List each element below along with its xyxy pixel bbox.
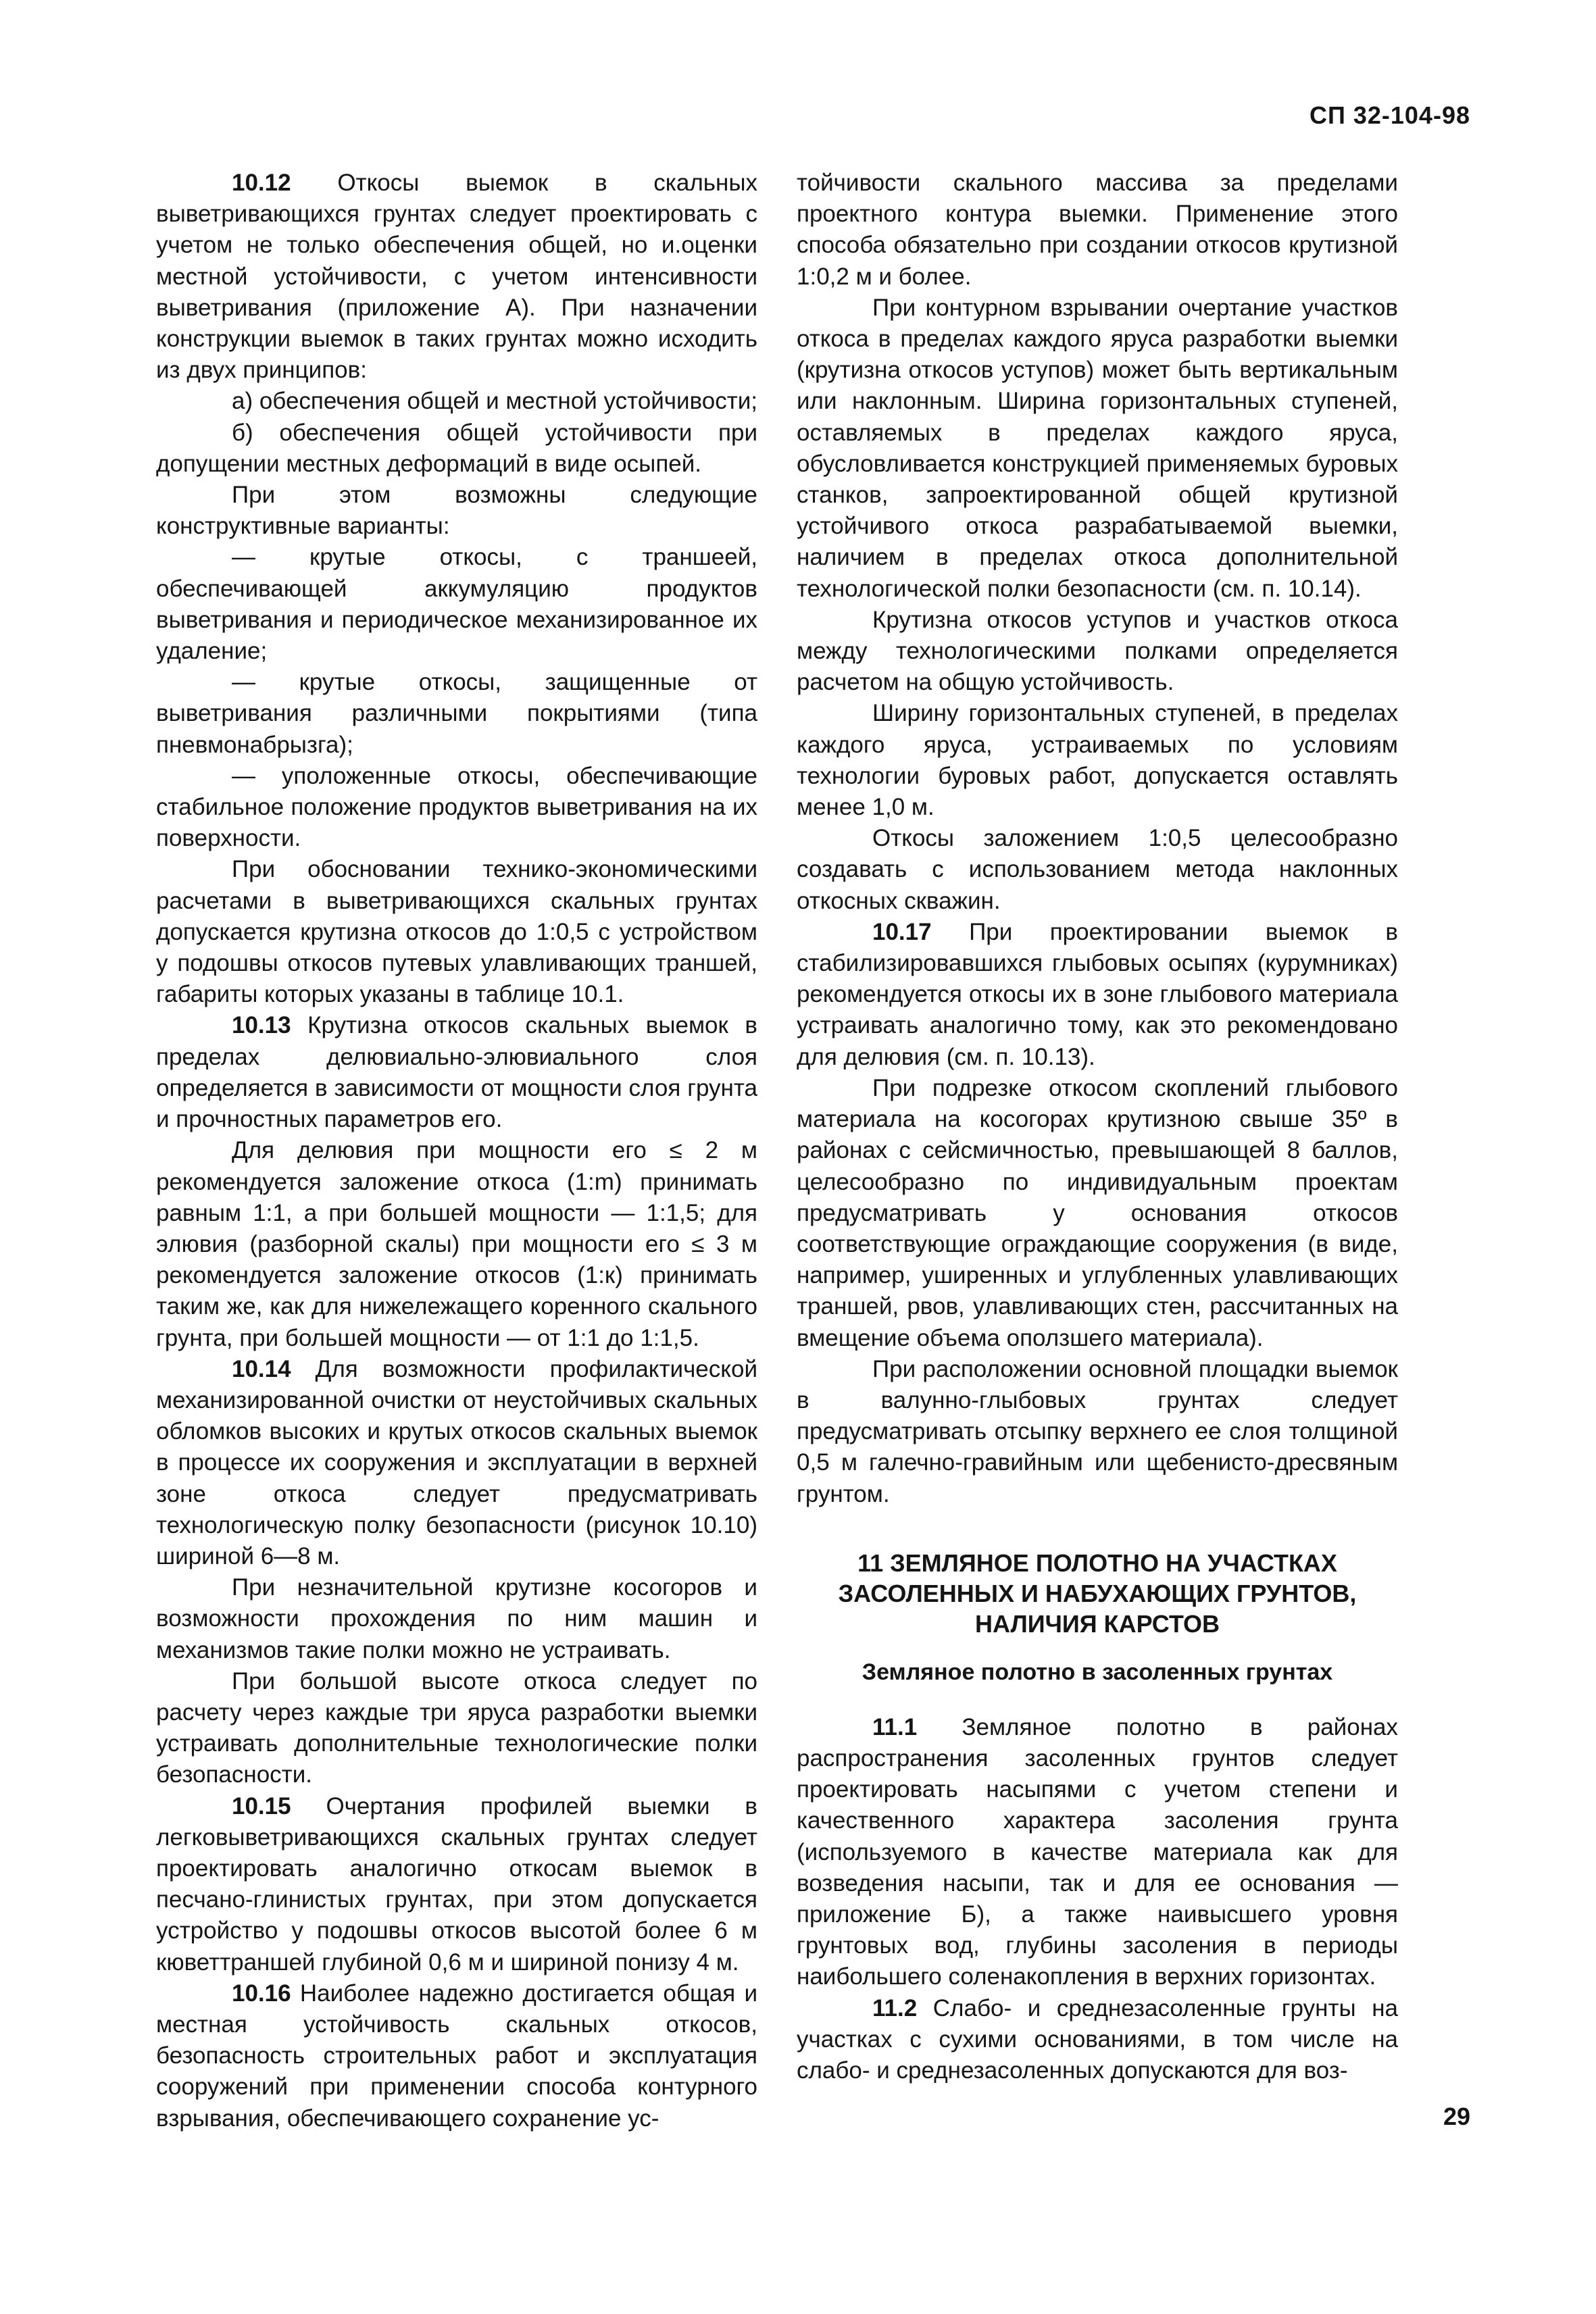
paragraph xyxy=(156,1978,757,2134)
list-item: — крутые откосы, защищенные от выветривания различными покрытиями (типа пневмонабрызга); xyxy=(156,669,757,758)
paragraph xyxy=(156,1354,757,1572)
paragraph: При обосновании технико-экономическими расчетами в выветривающихся скальных грунтах допускается крутизна откосов до 1:0,5 с устройством у подошвы откосов путевых улавливающих траншей, габариты которых указаны в таблице 10.1. xyxy=(156,856,757,1008)
page-number: 29 xyxy=(1443,2103,1470,2130)
paragraph: а) обеспечения общей и местной устойчивости; xyxy=(232,388,758,415)
paragraph: При расположении основной площадки выемок в валунно-глыбовых грунтах следует предусматривать отсыпку верхнего ее слоя толщиной 0,5 м галечно-гравийным или щебенисто-дресвяным грунтом. xyxy=(797,1355,1398,1507)
list-item: — крутые откосы, с траншеей, обеспечивающей аккумуляцию продуктов выветривания и периодическое механизированное их удаление; xyxy=(156,544,757,665)
paragraph: тойчивости скального массива за пределами проектного контура выемки. Применение этого способа обязательно при создании откосов крутизной 1:0,2 м и более. xyxy=(797,170,1398,290)
paragraph: Крутизна откосов уступов и участков откоса между технологическими полками определяется расчетом на общую устойчивость. xyxy=(797,606,1398,696)
paragraph: б) обеспечения общей устойчивости при допущении местных деформаций в виде осыпей. xyxy=(156,419,757,477)
subsection-title: Земляное полотно в засоленных грунтах xyxy=(862,1659,1333,1685)
clause-number: 10.15 xyxy=(232,1792,291,1819)
section-title: 11 ЗЕМЛЯНОЕ ПОЛОТНО НА УЧАСТКАХ ЗАСОЛЕННЫХ И НАБУХАЮЩИХ ГРУНТОВ, НАЛИЧИЯ КАРСТОВ xyxy=(838,1549,1357,1638)
clause-number: 11.2 xyxy=(872,1994,918,2021)
document-code: СП 32-104-98 xyxy=(1309,101,1470,129)
paragraph xyxy=(156,1010,757,1135)
paragraph: При большой высоте откоса следует по расчету через каждые три яруса разработки выемки устраивать дополнительные технологические полки безопасности. xyxy=(156,1667,757,1788)
paragraph: При подрезке откосом скоплений глыбового материала на косогорах крутизною свыше 35º в районах с сейсмичностью, превышающей 8 баллов, целесообразно по индивидуальным проектам предусматривать у основания откосов соответствующие ограждающие сооружения (в виде, например, уширенных и углубленных улавливающих траншей, рвов, улавливающих стен, рассчитанных на вмещение объема оползшего материала). xyxy=(797,1074,1398,1351)
paragraph-text: Для возможности профилактической механизированной очистки от неустойчивых скальных обломков высоких и крутых откосов скальных выемок в процессе их сооружения и эксплуатации в верхней зоне откоса следует предусматривать технологическую полку безопасности (рисунок 10.10) шириной 6—8 м. xyxy=(156,1355,757,1569)
paragraph: Для делювия при мощности его ≤ 2 м рекомендуется заложение откоса (1:m) принимать равным 1:1, а при большей мощности — 1:1,5; для элювия (разборной скалы) при мощности его ≤ 3 м рекомендуется заложение откосов (1:к) принимать таким же, как для нижележащего коренного скального грунта, при большей мощности — от 1:1 до 1:1,5. xyxy=(156,1137,757,1351)
paragraph xyxy=(797,917,1398,1073)
paragraph: При незначительной крутизне косогоров и возможности прохождения по ним машин и механизмов такие полки можно не устраивать. xyxy=(156,1574,757,1663)
clause-number: 10.16 xyxy=(232,1980,291,2007)
paragraph-text: Очертания профилей выемки в легковыветривающихся скальных грунтах следует проектировать аналогично откосам выемок в песчано-глинистых грунтах, при этом допускается устройство у подошвы откосов высотой более 6 м кюветтраншей глубиной 0,6 м и шириной понизу 4 м. xyxy=(156,1792,757,1976)
paragraph xyxy=(156,1791,757,1978)
paragraph: Ширину горизонтальных ступеней, в пределах каждого яруса, устраиваемых по условиям технологии буровых работ, допускается оставлять менее 1,0 м. xyxy=(797,700,1398,821)
paragraph xyxy=(797,1712,1398,1993)
paragraph-text: При проектировании выемок в стабилизировавшихся глыбовых осыпях (курумниках) рекомендуется откосы их в зоне глыбового материала устраивать аналогично тому, как это рекомендовано для делювия (см. п. 10.13). xyxy=(797,918,1398,1070)
clause-number: 10.13 xyxy=(232,1012,291,1039)
left-column xyxy=(156,168,757,2134)
paragraph xyxy=(156,168,757,386)
list-item: — уположенные откосы, обеспечивающие стабильное положение продуктов выветривания на их поверхности. xyxy=(156,762,757,852)
paragraph-text: Откосы выемок в скальных выветривающихся грунтах следует проектировать с учетом не только обеспечения общей, но и.оценки местной устойчивости, с учетом интенсивности выветривания (приложение А). При назначении конструкции выемок в таких грунтах можно исходить из двух принципов: xyxy=(156,170,757,384)
right-column xyxy=(797,168,1398,2086)
clause-number: 10.17 xyxy=(872,918,932,945)
paragraph xyxy=(797,1993,1398,2087)
paragraph-text: Наиболее надежно достигается общая и местная устойчивость скальных откосов, безопасность строительных работ и эксплуатация сооружений при применении способа контурного взрывания, обеспечивающего сохранение ус- xyxy=(156,1980,757,2132)
clause-number: 10.12 xyxy=(232,170,291,196)
paragraph: При контурном взрывании очертание участков откоса в пределах каждого яруса разработки выемки (крутизна откосов уступов) может быть вертикальным или наклонным. Ширина горизонтальных ступеней, оставляемых в пределах каждого яруса, обусловливается конструкцией применяемых буровых станков, запроектированной общей крутизной устойчивого откоса разрабатываемой выемки, наличием в пределах откоса дополнительной технологической полки безопасности (см. п. 10.14). xyxy=(797,294,1398,602)
paragraph-text: Слабо- и среднезасоленные грунты на участках с сухими основаниями, в том числе на слабо- и среднезасоленных допускаются для воз- xyxy=(797,1994,1398,2084)
paragraph-text: Земляное полотно в районах распространения засоленных грунтов следует проектировать насыпями с учетом степени и качественного характера засоления грунта (используемого в качестве материала как для возведения насыпи, так и для ее основания — приложение Б), а также наивысшего уровня грунтовых вод, глубины засоления в периоды наибольшего соленакопления в верхних горизонтах. xyxy=(797,1713,1398,1990)
clause-number: 10.14 xyxy=(232,1355,291,1382)
paragraph-text: Крутизна откосов скальных выемок в пределах делювиально-элювиального слоя определяется в зависимости от мощности слоя грунта и прочностных параметров его. xyxy=(156,1012,757,1133)
clause-number: 11.1 xyxy=(872,1713,918,1740)
paragraph: При этом возможны следующие конструктивные варианты: xyxy=(156,482,757,540)
paragraph: Откосы заложением 1:0,5 целесообразно создавать с использованием метода наклонных откосных скважин. xyxy=(797,825,1398,914)
